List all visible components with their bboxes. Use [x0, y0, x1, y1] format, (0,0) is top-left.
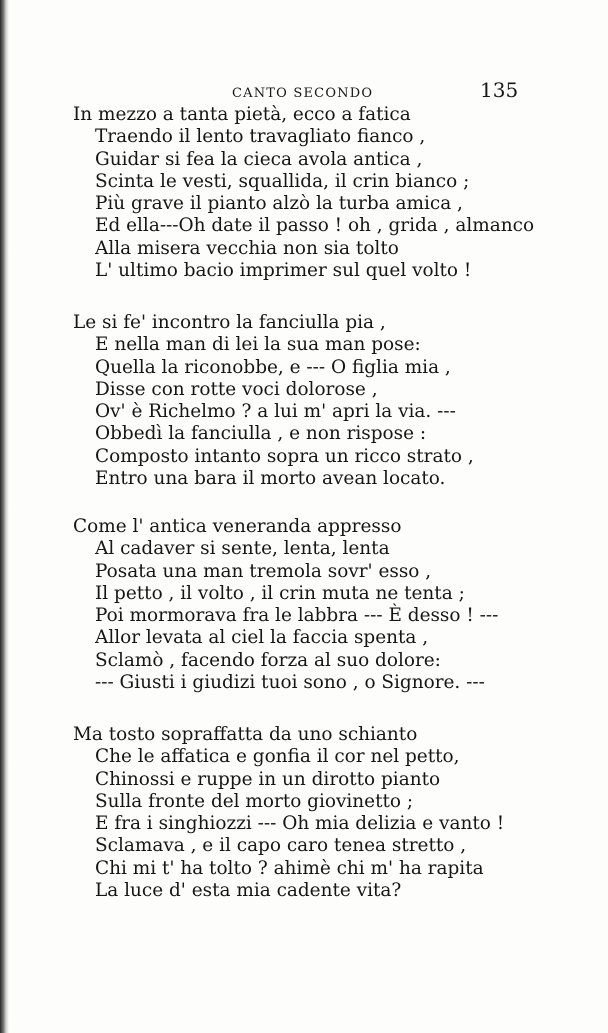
- verse-line: Al cadaver si sente, lenta, lenta: [95, 538, 390, 560]
- verse-line: Il petto , il volto , il crin muta ne tenta ;: [95, 582, 465, 604]
- verse-line: Chi mi t' ha tolto ? ahimè chi m' ha rapita: [95, 857, 484, 879]
- verse-line: Composto intanto sopra un ricco strato ,: [95, 445, 474, 467]
- verse-line: Quella la riconobbe, e --- O figlia mia ,: [95, 356, 451, 378]
- verse-line: L' ultimo bacio imprimer sul quel volto !: [95, 260, 472, 282]
- stanza-3: [73, 516, 598, 694]
- verse-line: Guidar si fea la cieca avola antica ,: [95, 148, 423, 170]
- verse-line: Più grave il pianto alzò la turba amica ,: [95, 193, 463, 215]
- verse-line: In mezzo a tanta pietà, ecco a fatica: [73, 104, 411, 125]
- page-binding-shadow: [0, 0, 9, 1033]
- verse-line: Scinta le vesti, squallida, il crin bianco ;: [95, 170, 470, 192]
- verse-line: Che le affatica e gonfia il cor nel petto,: [95, 746, 460, 768]
- verse-line: Ov' è Richelmo ? a lui m' apri la via. ---: [95, 401, 456, 423]
- verse-line: Entro una bara il morto avean locato.: [95, 468, 446, 490]
- page-number: 135: [480, 78, 519, 102]
- verse-line: Sulla fronte del morto giovinetto ;: [95, 790, 414, 812]
- stanza-1: [73, 104, 598, 282]
- verse-line: Come l' antica veneranda appresso: [73, 516, 402, 537]
- verse-line: Ed ella---Oh date il passo ! oh , grida , almanco: [95, 215, 535, 237]
- verse-line: Obbedì la fanciulla , e non rispose :: [95, 423, 427, 445]
- running-head: CANTO SECONDO: [232, 86, 374, 101]
- verse-line: --- Giusti i giudizi tuoi sono , o Signore. ---: [95, 672, 485, 694]
- verse-line: Chinossi e ruppe in un dirotto pianto: [95, 768, 441, 790]
- verse-line: Posata una man tremola sovr' esso ,: [95, 560, 432, 582]
- verse-line: Sclamò , facendo forza al suo dolore:: [95, 649, 441, 671]
- verse-line: Disse con rotte voci dolorose ,: [95, 378, 378, 400]
- verse-line: Traendo il lento travagliato fianco ,: [95, 126, 426, 148]
- stanza-4: [73, 724, 598, 902]
- verse-line: E fra i singhiozzi --- Oh mia delizia e vanto !: [95, 813, 505, 835]
- verse-line: Alla misera vecchia non sia tolto: [95, 237, 399, 259]
- verse-line: E nella man di lei la sua man pose:: [95, 334, 421, 356]
- verse-line: Allor levata al ciel la faccia spenta ,: [95, 627, 429, 649]
- verse-line: Ma tosto sopraffatta da uno schianto: [73, 724, 418, 745]
- verse-line: Sclamava , e il capo caro tenea stretto ,: [95, 835, 467, 857]
- stanza-2: [73, 312, 598, 490]
- verse-line: Le si fe' incontro la fanciulla pia ,: [73, 312, 386, 333]
- verse-line: La luce d' esta mia cadente vita?: [95, 880, 402, 902]
- verse-line: Poi mormorava fra le labbra --- È desso ! ---: [95, 605, 499, 627]
